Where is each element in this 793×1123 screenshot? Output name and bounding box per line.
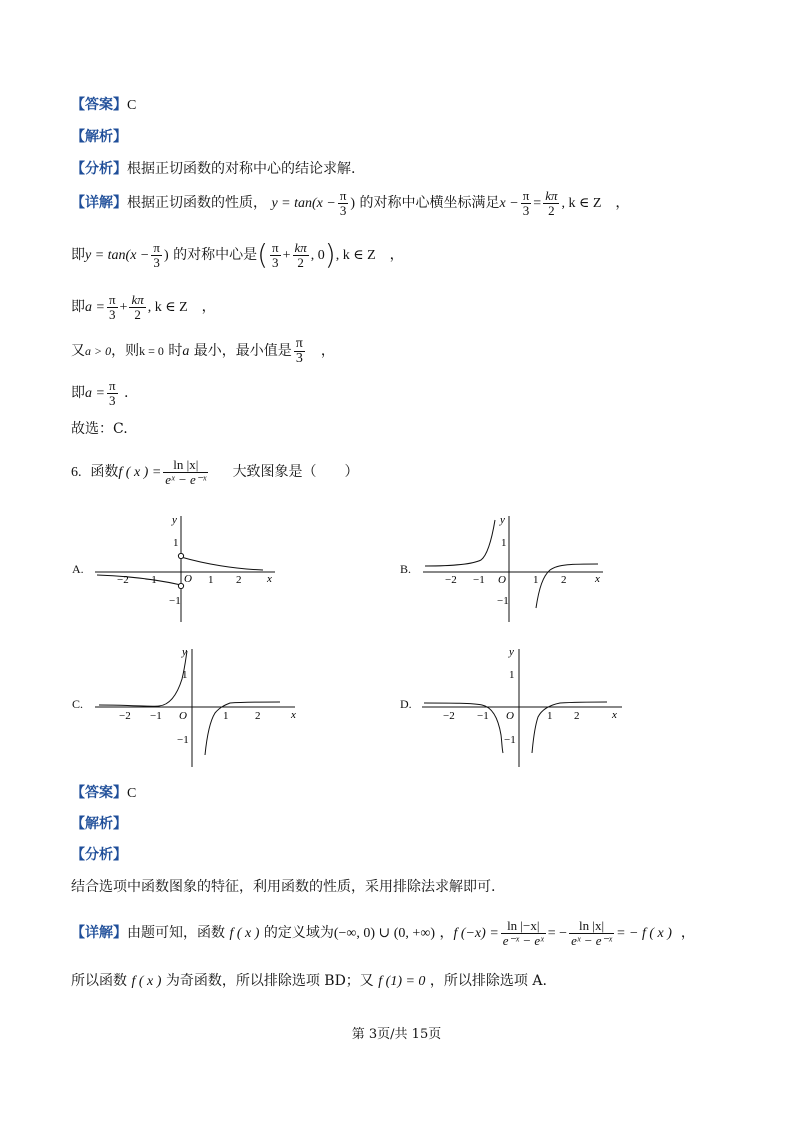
fraction-numerator: kπ xyxy=(294,239,307,255)
fraction xyxy=(293,241,309,270)
detail-label: 【详解】 xyxy=(71,925,127,941)
fraction-denominator: 3 xyxy=(108,392,116,408)
origin-label: O xyxy=(179,710,187,722)
fraction-numerator: π xyxy=(108,291,116,307)
detail-text: ， xyxy=(439,925,454,941)
detail-line-3: 即a = $\frac{\pi}{3}$ + $\frac{k\pi}{2}$ , k ∈ Z ， xyxy=(71,291,216,322)
tick-label: −1 xyxy=(473,574,485,586)
detail-text: 为奇函数，所以排除选项 BD；又 xyxy=(165,973,374,989)
x-label: x xyxy=(291,709,296,721)
math-expression: (−∞, 0) ∪ (0, +∞) xyxy=(333,926,435,941)
math-expression: k = 0 xyxy=(139,344,164,358)
fenxi-text: 根据正切函数的对称中心的结论求解. xyxy=(127,161,356,177)
detail-text: 即 xyxy=(71,385,85,401)
detail-text: ， xyxy=(320,343,335,359)
detail-label: 【详解】 xyxy=(71,195,127,211)
fraction xyxy=(501,919,546,948)
detail-text: 时 xyxy=(168,343,183,359)
answer-line-5 xyxy=(71,96,136,115)
fenxi-text-line-6 xyxy=(71,878,495,896)
x-label: x xyxy=(267,573,272,585)
fraction xyxy=(521,189,532,218)
tick-label: −2 xyxy=(119,710,131,722)
detail6-line-2 xyxy=(71,972,547,991)
open-point xyxy=(178,583,183,588)
origin-label: O xyxy=(184,573,192,585)
math-expression: a = xyxy=(85,300,105,315)
fraction-numerator: ln |x| xyxy=(163,458,208,473)
option-a-label: A. xyxy=(72,562,84,576)
choose-line-5 xyxy=(71,420,128,438)
tick-label: −1 xyxy=(145,574,157,586)
tick-label: −1 xyxy=(477,710,489,722)
y-label: y xyxy=(172,514,177,526)
detail-text: ， xyxy=(680,925,695,941)
open-point xyxy=(178,553,183,558)
detail-text: 即 xyxy=(71,299,85,315)
fraction-numerator: π xyxy=(272,239,279,255)
fraction-numerator: kπ xyxy=(131,291,144,307)
question-text: 函数 xyxy=(90,464,119,480)
question-number: 6. xyxy=(71,465,82,480)
fraction xyxy=(569,919,614,948)
math-expression: y = tan(x − xyxy=(85,248,150,263)
math-expression: f ( x ) xyxy=(229,926,260,941)
page-footer: 第 3页/共 15页 xyxy=(351,1027,442,1042)
origin-label: O xyxy=(498,574,506,586)
detail-line-1: 【详解】根据正切函数的性质， y = tan(x − $\frac{\pi}{3}$ ) 的对称中心横坐标满足x − $\frac{\pi}{3}$ = $\frac{k\pi}{2}$ , k ∈ Z ， xyxy=(71,187,630,218)
tick-label: −1 xyxy=(177,734,189,746)
x-label: x xyxy=(612,709,617,721)
detail-text: 又 xyxy=(71,343,85,359)
fraction-denominator: 2 xyxy=(297,254,304,270)
detail-text: . xyxy=(123,385,129,401)
detail-line-2: 即y = tan(x − $\frac{\pi}{3}$ ) 的对称中心是( $\frac{\pi}{3}$ + $\frac{k\pi}{2}$ , 0), k ∈ Z ， xyxy=(71,238,404,271)
choose-text: 故选：C. xyxy=(71,421,128,437)
tick-label: 1 xyxy=(501,537,507,549)
fenxi-label-line-6 xyxy=(71,846,127,864)
fraction-denominator: 3 xyxy=(522,202,530,218)
tick-label: −1 xyxy=(169,595,181,607)
analysis-label: 【解析】 xyxy=(71,816,127,832)
fraction-denominator: 3 xyxy=(339,202,347,218)
fenxi-label: 【分析】 xyxy=(71,161,127,177)
fenxi-line-5 xyxy=(71,160,355,178)
fraction-numerator: π xyxy=(339,187,347,203)
answer-value: C xyxy=(127,786,137,801)
fraction-denominator: 2 xyxy=(548,202,555,218)
fraction-numerator: π xyxy=(108,377,116,393)
tick-label: 2 xyxy=(574,710,580,722)
math-expression: = − f ( x ) xyxy=(616,926,672,941)
answer-value: C xyxy=(127,98,137,113)
origin-label: O xyxy=(506,710,514,722)
fraction-denominator: eˣ − e⁻ˣ xyxy=(165,471,207,487)
curve xyxy=(205,702,280,755)
option-c-label: C. xyxy=(72,697,84,711)
tick-label: −1 xyxy=(150,710,162,722)
x-label: x xyxy=(595,573,600,585)
tick-label: 1 xyxy=(533,574,539,586)
fraction xyxy=(107,293,118,322)
fraction-denominator: 3 xyxy=(108,306,116,322)
graph-d xyxy=(422,645,632,770)
tick-label: 1 xyxy=(223,710,229,722)
fraction xyxy=(270,241,281,270)
curve xyxy=(97,575,181,585)
fraction-denominator: 3 xyxy=(295,350,303,366)
detail-text: 即 xyxy=(71,247,85,263)
math-expression: f ( x ) xyxy=(131,974,162,989)
fraction-numerator: ln |x| xyxy=(569,919,614,934)
detail-text: 最小，最小值是 xyxy=(193,343,292,359)
fraction-numerator: kπ xyxy=(545,187,558,203)
detail-text: 所以函数 xyxy=(71,973,127,989)
detail6-line-1 xyxy=(71,916,695,951)
fraction xyxy=(129,293,145,322)
curve xyxy=(99,651,187,706)
fraction-numerator: π xyxy=(522,187,530,203)
y-label: y xyxy=(500,514,505,526)
tick-label: 1 xyxy=(173,537,179,549)
fraction xyxy=(294,337,305,366)
tick-label: −2 xyxy=(117,574,129,586)
math-expression: a = xyxy=(85,386,105,401)
graph-a xyxy=(95,512,280,624)
tick-label: 2 xyxy=(561,574,567,586)
detail-text: ，所以排除选项 A. xyxy=(429,973,547,989)
math-expression: = − xyxy=(547,926,568,941)
curve xyxy=(536,564,598,608)
detail-text: ，则 xyxy=(111,343,140,359)
tick-label: 1 xyxy=(208,574,214,586)
detail-text: 由题可知，函数 xyxy=(127,925,225,941)
answer-line-6 xyxy=(71,784,136,803)
math-expression: y = tan(x − xyxy=(271,196,336,211)
fenxi-label: 【分析】 xyxy=(71,847,127,863)
fraction-numerator: π xyxy=(295,335,303,351)
fraction-denominator: eˣ − e⁻ˣ xyxy=(571,932,613,948)
question-6 xyxy=(71,455,359,490)
fraction-denominator: 2 xyxy=(134,306,141,322)
tick-label: 1 xyxy=(547,710,553,722)
y-label: y xyxy=(509,646,514,658)
answer-label: 【答案】 xyxy=(71,785,127,801)
detail-text: 根据正切函数的性质， xyxy=(127,195,267,211)
math-expression: , k ∈ Z ， xyxy=(561,196,630,211)
tick-label: −1 xyxy=(504,734,516,746)
option-b-label: B. xyxy=(400,562,412,576)
detail-text: 的对称中心是 xyxy=(173,247,258,263)
question-text: 大致图象是（ ） xyxy=(232,464,359,480)
option-d-label: D. xyxy=(400,697,412,711)
curve xyxy=(532,702,607,753)
math-expression: , k ∈ Z ， xyxy=(147,300,216,315)
fraction xyxy=(543,189,559,218)
analysis-label: 【解析】 xyxy=(71,129,127,145)
math-expression: , 0 xyxy=(310,248,325,263)
fraction xyxy=(163,458,208,487)
fraction xyxy=(107,379,118,408)
curve xyxy=(181,557,263,570)
math-expression: = xyxy=(533,196,542,211)
curve xyxy=(424,703,503,753)
graph-b xyxy=(423,512,608,624)
fraction xyxy=(151,241,162,270)
math-expression: f (1) = 0 xyxy=(378,974,426,989)
fraction-denominator: 3 xyxy=(153,254,160,270)
math-expression: , k ∈ Z ， xyxy=(335,248,404,263)
tick-label: −1 xyxy=(497,595,509,607)
fraction xyxy=(338,189,349,218)
fraction-numerator: ln |−x| xyxy=(501,919,546,934)
graph-c xyxy=(95,645,305,770)
math-expression: f ( x ) = xyxy=(118,465,162,480)
analysis-line-6 xyxy=(71,815,127,833)
analysis-line-5 xyxy=(71,128,127,146)
math-expression: f (−x) = xyxy=(453,926,499,941)
math-expression: a xyxy=(182,344,190,359)
detail-text: 的对称中心横坐标满足 xyxy=(359,195,500,211)
tick-label: 1 xyxy=(182,669,188,681)
tick-label: −2 xyxy=(443,710,455,722)
math-expression: a > 0 xyxy=(85,344,112,358)
fraction-denominator: 3 xyxy=(272,254,279,270)
fenxi-text: 结合选项中函数图象的特征，利用函数的性质，采用排除法求解即可. xyxy=(71,879,496,895)
tick-label: 1 xyxy=(509,669,515,681)
y-label: y xyxy=(182,646,187,658)
detail-line-5 xyxy=(71,376,128,411)
tick-label: 2 xyxy=(255,710,261,722)
answer-label: 【答案】 xyxy=(71,97,127,113)
curve xyxy=(425,520,495,566)
fraction-denominator: e⁻ˣ − eˣ xyxy=(502,932,544,948)
tick-label: 2 xyxy=(236,574,242,586)
fraction-numerator: π xyxy=(153,239,160,255)
tick-label: −2 xyxy=(445,574,457,586)
detail-line-4 xyxy=(71,334,335,369)
detail-text: 的定义域为 xyxy=(263,925,334,941)
math-expression: x − xyxy=(499,196,519,211)
